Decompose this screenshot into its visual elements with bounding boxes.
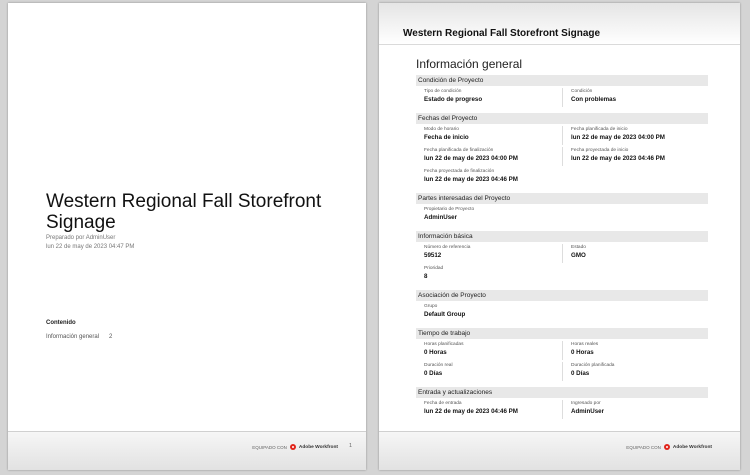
field xyxy=(562,362,708,381)
field xyxy=(416,303,562,322)
field-row xyxy=(416,265,708,284)
field-value: lun 22 de may de 2023 04:46 PM xyxy=(571,155,665,162)
field-value: 0 Días xyxy=(571,370,590,377)
field xyxy=(416,362,562,381)
field-label: Modo de horario xyxy=(424,127,459,132)
field xyxy=(416,168,562,187)
field-value: 0 Horas xyxy=(571,349,594,356)
field xyxy=(416,244,562,263)
field-row xyxy=(416,206,708,225)
field xyxy=(416,206,562,225)
page-number: 1 xyxy=(348,443,352,449)
field xyxy=(562,147,708,166)
toc-entry[interactable] xyxy=(46,334,112,340)
overview-title: Información general xyxy=(416,57,523,71)
field-label: Horas planificadas xyxy=(424,342,464,347)
field-label: Número de referencia xyxy=(424,245,471,250)
field-label: Duración planificada xyxy=(571,363,615,368)
field-value: Default Group xyxy=(424,311,466,318)
field-label: Fecha planificada de finalización xyxy=(424,148,494,153)
field-value: Con problemas xyxy=(571,96,617,103)
field xyxy=(416,88,562,107)
page-footer xyxy=(8,431,366,470)
field-value: GMO xyxy=(571,252,586,259)
field-label: Fecha proyectada de finalización xyxy=(424,169,495,174)
overview-section xyxy=(416,75,708,107)
section-header: Partes interesadas del Proyecto xyxy=(416,193,708,204)
adobe-workfront-logo-icon xyxy=(664,444,670,450)
cover-title: Western Regional Fall Storefront Signage xyxy=(46,191,322,233)
field-label: Grupo xyxy=(424,304,438,309)
section-header: Información básica xyxy=(416,231,708,242)
footer-brand xyxy=(626,444,712,450)
field-label: Tipo de condición xyxy=(424,89,462,94)
field xyxy=(416,147,562,166)
cover-page xyxy=(8,3,366,470)
page-footer xyxy=(379,431,740,470)
page-header xyxy=(379,3,740,45)
field-value: Estado de progreso xyxy=(424,96,483,103)
field-row xyxy=(416,362,708,381)
field-value: lun 22 de may de 2023 04:00 PM xyxy=(424,155,518,162)
field-label: Horas reales xyxy=(571,342,599,347)
field-value: 59512 xyxy=(424,252,442,259)
field-row xyxy=(416,126,708,145)
field xyxy=(416,265,562,284)
field-value: lun 22 de may de 2023 04:46 PM xyxy=(424,408,518,415)
field-label: Estado xyxy=(571,245,586,250)
field-label: Fecha proyectada de inicio xyxy=(571,148,629,153)
field-value: lun 22 de may de 2023 04:00 PM xyxy=(571,134,665,141)
field-row xyxy=(416,400,708,419)
cover-meta xyxy=(46,234,134,252)
brand-name: Adobe Workfront xyxy=(298,444,338,450)
overview-sections xyxy=(416,75,708,425)
field-row xyxy=(416,168,708,187)
adobe-workfront-logo-icon xyxy=(290,444,296,450)
field-value: 8 xyxy=(424,273,428,280)
field xyxy=(416,126,562,145)
field-value: lun 22 de may de 2023 04:46 PM xyxy=(424,176,518,183)
field xyxy=(562,341,708,360)
overview-section xyxy=(416,328,708,381)
field-label: Condición xyxy=(571,89,593,94)
field xyxy=(562,126,708,145)
field xyxy=(416,341,562,360)
field xyxy=(416,400,562,419)
field-row xyxy=(416,341,708,360)
overview-section xyxy=(416,290,708,322)
overview-page xyxy=(379,3,740,470)
toc-heading: Contenido xyxy=(46,320,76,326)
field-value: 0 Horas xyxy=(424,349,447,356)
footer-brand xyxy=(252,444,338,450)
toc-entry-label[interactable]: Información general xyxy=(46,334,100,340)
overview-section xyxy=(416,387,708,419)
field-label: Propietario de Proyecto xyxy=(424,207,475,212)
field-row xyxy=(416,303,708,322)
field-row xyxy=(416,147,708,166)
field-label: Fecha de entrada xyxy=(424,401,462,406)
field-value: Fecha de inicio xyxy=(424,134,469,141)
powered-by-label: EQUIPADO CON xyxy=(252,444,287,450)
field-label: Ingresado por xyxy=(571,401,601,406)
section-header: Tiempo de trabajo xyxy=(416,328,708,339)
section-header: Condición de Proyecto xyxy=(416,75,708,86)
field-value: AdminUser xyxy=(571,408,605,415)
prepared-by: Preparado por AdminUser xyxy=(46,235,116,241)
field-row xyxy=(416,88,708,107)
field-label: Prioridad xyxy=(424,266,444,271)
overview-section xyxy=(416,113,708,187)
cover-date: lun 22 de may de 2023 04:47 PM xyxy=(46,244,135,250)
field-value: 0 Días xyxy=(424,370,443,377)
section-header: Fechas del Proyecto xyxy=(416,113,708,124)
field-label: Duración real xyxy=(424,363,453,368)
field xyxy=(562,88,708,107)
toc-entry-page: 2 xyxy=(109,334,113,340)
brand-name: Adobe Workfront xyxy=(672,444,712,450)
overview-section xyxy=(416,231,708,284)
field-value: AdminUser xyxy=(424,214,458,221)
field xyxy=(562,400,708,419)
overview-section xyxy=(416,193,708,225)
section-header: Entrada y actualizaciones xyxy=(416,387,708,398)
powered-by-label: EQUIPADO CON xyxy=(626,444,661,450)
field xyxy=(562,244,708,263)
section-header: Asociación de Proyecto xyxy=(416,290,708,301)
field-label: Fecha planificada de inicio xyxy=(571,127,628,132)
field-row xyxy=(416,244,708,263)
page-header-title: Western Regional Fall Storefront Signage xyxy=(403,28,601,39)
